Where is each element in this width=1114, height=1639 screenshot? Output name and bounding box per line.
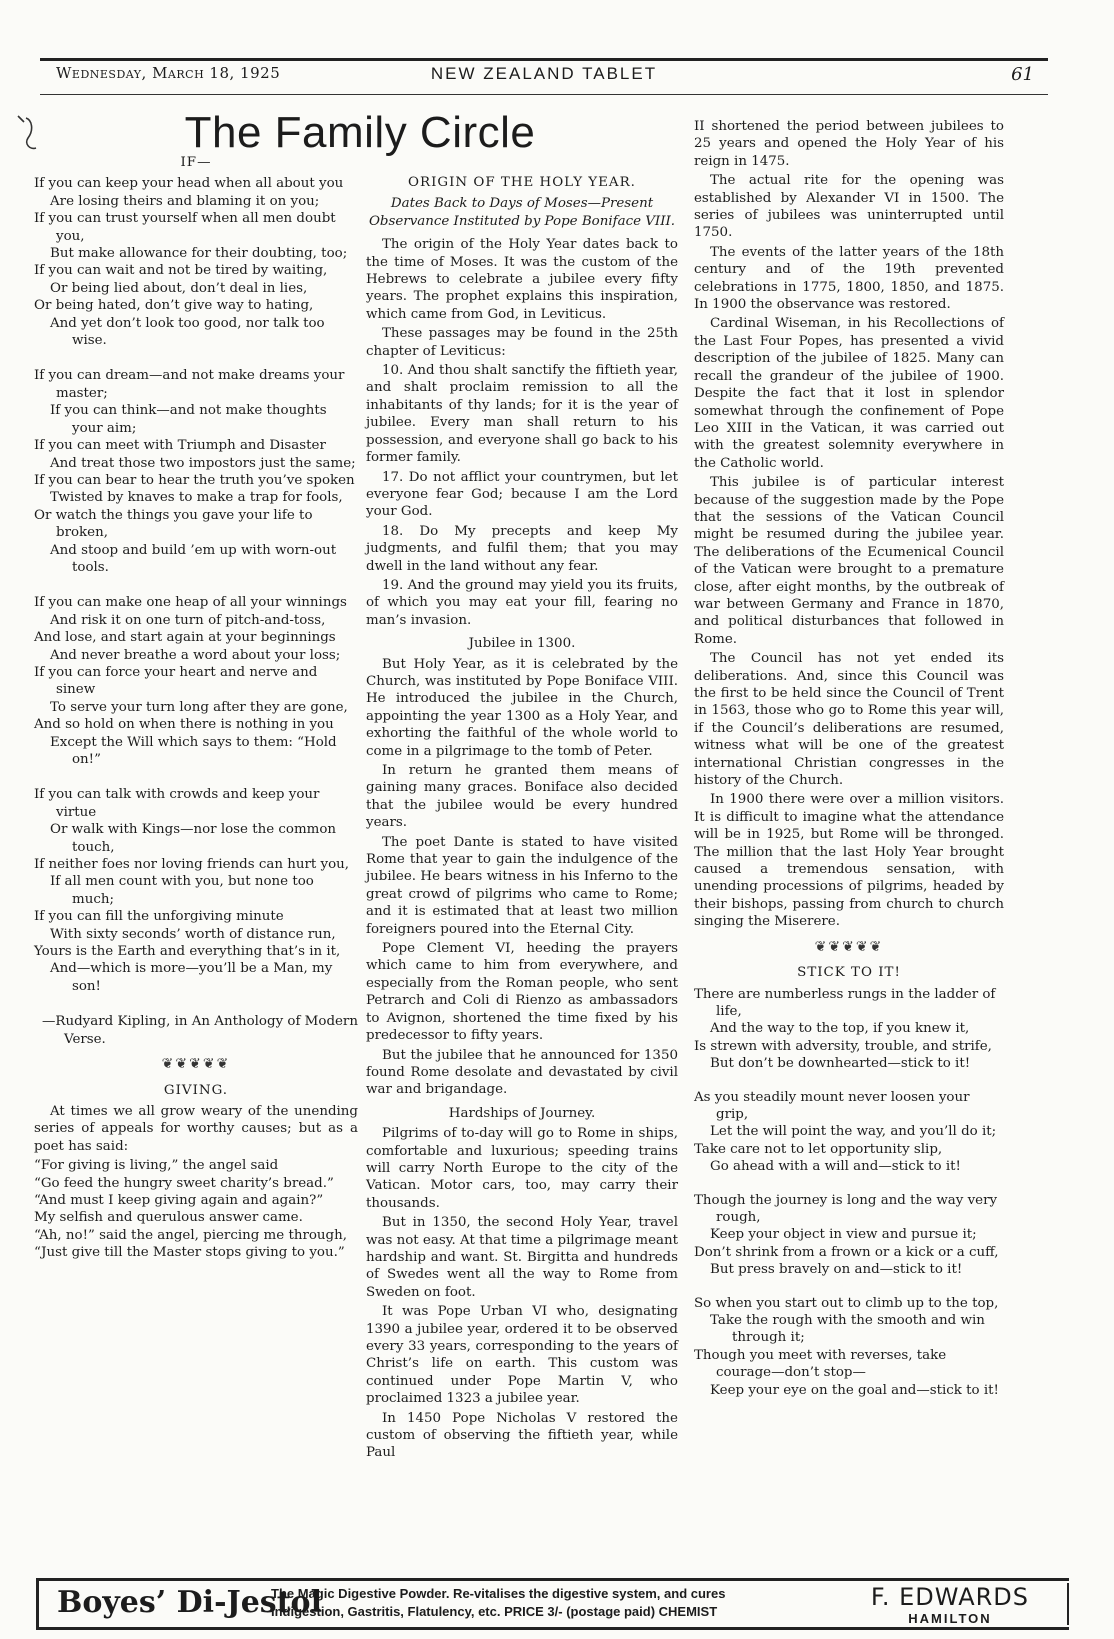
paragraph: Pilgrims of to-day will go to Rome in ships, comfortable and luxurious; speeding trains will carry North Europe to the city of the Vatican. Motor cars, too, may carry their thousands. [366,1126,678,1211]
ad-text [271,1585,851,1621]
paragraph: It was Pope Urban VI who, designating 1390 a jubilee year, ordered it to be observed every 33 years, corresponding to the years of Christ’s life on earth. This custom was continued under Pope Martin V, who proclaimed 1323 a jubilee year. [366,1304,678,1407]
poem-line: Let the will point the way, and you’ll do it; [710,1124,997,1140]
holy-year-body-1 [366,236,678,629]
holy-year-title: ORIGIN OF THE HOLY YEAR. [408,175,636,190]
paragraph: In 1900 there were over a million visitors. It is difficult to imagine what the attendance will be in 1925, but Rome will be thronged. The million that the last Holy Year brought caused a tremendous sensation, with unending processions of pilgrims, headed by their bishops, passing from church to church singing the Miserere. [694,792,1004,930]
poem-line: So when you start out to climb up to the top, [694,1295,999,1311]
paragraph: But Holy Year, as it is celebrated by the Church, was instituted by Pope Boniface VIII. He introduced the jubilee in the Church, appointing the year 1300 as a Holy Year, and exhorting the faithful of the whole world to come in a pilgrimage to the tomb of Peter. [366,656,678,759]
poem-line: “Go feed the hungry sweet charity’s bread.” [34,1175,334,1191]
poem-line: But make allowance for their doubting, too; [50,246,348,262]
poem-line: Keep your object in view and pursue it; [710,1227,977,1243]
poem-line: To serve your turn long after they are gone, [50,699,348,715]
poem-if-title: IF— [180,155,212,170]
giving-intro: At times we all grow weary of the unending series of appeals for worthy causes; but as a poet has said: [34,1103,358,1154]
ad-right-rule [1067,1583,1069,1625]
ornament-divider: ❦❦❦❦❦ [161,1056,231,1073]
paragraph: But the jubilee that he announced for 1350 found Rome desolate and devastated by civil war and brigandage. [366,1047,678,1098]
column-3 [694,118,1004,1415]
column-1 [34,152,358,1262]
poem-line: And stoop and build ’em up with worn-out tools. [50,542,337,575]
holy-year-body-2 [366,656,678,1099]
poem-line: Or watch the things you gave your life to broken, [34,507,313,541]
ad-seller [871,1583,1029,1626]
poem-stanza [694,1089,1004,1176]
paragraph: 18. Do My precepts and keep My judgments, and fulfil them; that you may dwell in the land without any fear. [366,523,678,574]
poem-line: If you can trust yourself when all men doubt you, [34,211,336,244]
giving-poem [34,1157,358,1261]
poem-line: If you can meet with Triumph and Disaster [34,438,326,454]
holy-year-subhead-1: Jubilee in 1300. [468,636,576,652]
poem-stanza [34,175,358,349]
holy-year-subtitle: Dates Back to Days of Moses—Present Observance Instituted by Pope Boniface VIII. [368,196,676,229]
header-page-number: 61 [1011,64,1034,85]
poem-line: If you can dream—and not make dreams your master; [34,368,345,401]
poem-line: If neither foes nor loving friends can hurt you, [34,857,350,873]
paragraph: The events of the latter years of the 18th century and of the 19th prevented celebrations in 1775, 1800, 1850, and 1875. In 1900 the observance was restored. [694,244,1004,313]
poem-line: If you can force your heart and nerve and sinew [34,664,318,698]
poem-line: If you can fill the unforgiving minute [34,909,284,925]
poem-line: Keep your eye on the goal and—stick to it! [710,1382,999,1398]
poem-line: If you can wait and not be tired by waiting, [34,263,328,279]
giving-title: GIVING. [163,1082,229,1098]
column-2 [366,172,678,1464]
poem-line: Or being hated, don’t give way to hating, [34,298,314,314]
paragraph: 17. Do not afflict your countrymen, but let everyone fear God; because I am the Lord your God. [366,469,678,520]
ad-brand: Boyes’ Di-Jestol [57,1585,322,1620]
poem-line: Are losing theirs and blaming it on you; [50,193,320,209]
poem-line: And lose, and start again at your beginnings [34,630,336,646]
poem-line: “And must I keep giving again and again?” [34,1192,324,1208]
poem-line: With sixty seconds’ worth of distance run, [50,926,336,942]
poem-line: If you can keep your head when all about you [34,176,344,192]
poem-line: As you steadily mount never loosen your grip, [694,1089,970,1122]
page-title: The Family Circle [184,108,536,157]
ad-text-line-2: Indigestion, Gastritis, Flatulency, etc. PRICE 3/- (postage paid) CHEMIST [271,1604,718,1619]
poem-line: Don’t shrink from a frown or a kick or a cuff, [694,1244,999,1260]
poem-line: And so hold on when there is nothing in you [34,717,334,733]
poem-line: If all men count with you, but none too much; [50,874,314,907]
poem-stanza [34,367,358,576]
poem-if-attribution: —Rudyard Kipling, in An Anthology of Modern Verse. [42,1014,358,1047]
poem-if-body [34,175,358,995]
holy-year-continued [694,118,1004,931]
poem-stanza [694,1295,1004,1399]
poem-line: “Ah, no!” said the angel, piercing me through, [34,1227,347,1243]
paragraph: II shortened the period between jubilees to 25 years and opened the Holy Year of his reign in 1475. [694,119,1004,169]
ornament-divider-2: ❦❦❦❦❦ [814,938,884,955]
poem-line: Yours is the Earth and everything that’s in it, [34,944,341,960]
paragraph: The Council has not yet ended its deliberations. And, since this Council was the first to be held since the Council of Trent in 1563, those who go to Rome this year will, if the Council’s deliberations are resumed, witness what will be one of the greatest international Christian congresses in the history of the Church. [694,651,1004,789]
holy-year-body-3 [366,1125,678,1462]
poem-line: Twisted by knaves to make a trap for fools, [50,490,343,506]
poem-line: Is strewn with adversity, trouble, and strife, [694,1038,992,1054]
poem-stanza [34,786,358,995]
poem-line: But don’t be downhearted—stick to it! [710,1056,971,1072]
poem-line: Though you meet with reverses, take courage—don’t stop— [694,1347,947,1381]
ad-seller-town: HAMILTON [908,1611,992,1626]
poem-line: If you can think—and not make thoughts your aim; [50,403,327,436]
poem-line: Take the rough with the smooth and win through it; [710,1313,985,1346]
poem-stanza [694,1192,1004,1279]
poem-line: And the way to the top, if you knew it, [710,1021,970,1037]
poem-line: If you can make one heap of all your winnings [34,595,347,611]
paragraph: Cardinal Wiseman, in his Recollections of the Last Four Popes, has presented a vivid description of the jubilee of 1825. Many can recall the grandeur of the jubilee of 1900. Despite the fact that it lost in splendor somewhat through the confinement of Pope Leo XIII in the Vatican, it was carried out with the greatest solemnity everywhere in the Catholic world. [694,316,1004,471]
header-rule-top [40,58,1048,61]
ad-text-line-1: The Magic Digestive Powder. Re-vitalises the digestive system, and cures [271,1586,726,1601]
paragraph: The actual rite for the opening was established by Alexander VI in 1500. The series of jubilees was uninterrupted until 1750. [694,173,1004,241]
poem-line: But press bravely on and—stick to it! [710,1262,963,1278]
paragraph: These passages may be found in the 25th chapter of Leviticus: [366,326,678,359]
paragraph: 19. And the ground may yield you its fruits, of which you may eat your fill, fearing no man’s invasion. [366,577,678,628]
paragraph: The poet Dante is stated to have visited Rome that year to gain the indulgence of the jubilee. He bears witness in his Inferno to the great crowd of pilgrims who came to Rome; and it is estimated that at least two million foreigners poured into the Eternal City. [366,834,678,937]
header-rule-bottom [40,94,1048,95]
poem-line: My selfish and querulous answer came. [34,1210,303,1226]
paragraph: This jubilee is of particular interest because of the suggestion made by the Pope that the sessions of the Vatican Council might be resumed during the jubilee year. The deliberations of the Ecumenical Council of the Vatican were brought to a premature close, after eight months, by the outbreak of war between Germany and France in 1870, and political disturbances that followed in Rome. [694,475,1004,647]
poem-line: And treat those two impostors just the same; [50,455,356,471]
poem-line: Or being lied about, don’t deal in lies, [50,280,308,296]
paragraph: Pope Clement VI, heeding the prayers which came to him from everywhere, and especially from the Roman people, who sent Petrarch and Coli di Rienzo as ambassadors to Avignon, shortened the time fixed by his predecessor to fifty years. [366,941,678,1044]
poem-line: If you can bear to hear the truth you’ve spoken [34,472,355,488]
poem-line: And risk it on one turn of pitch-and-toss, [50,612,326,628]
stick-poem [694,986,1004,1400]
ad-seller-name: F. EDWARDS [870,1583,1029,1611]
hand-drawn-mark-icon [14,112,44,154]
paragraph: But in 1350, the second Holy Year, travel was not easy. At that time a pilgrimage meant hardship and want. St. Birgitta and hundreds of Swedes went all the way to Rome from Sweden on foot. [366,1215,678,1300]
poem-line: Though the journey is long and the way very rough, [694,1192,998,1225]
poem-line: Go ahead with a will and—stick to it! [710,1159,961,1175]
poem-line: And—which is more—you’ll be a Man, my son! [50,961,333,994]
page-header [40,52,1048,98]
poem-stanza [694,986,1004,1073]
poem-line: Take care not to let opportunity slip, [694,1141,943,1157]
poem-line: “For giving is living,” the angel said [34,1158,279,1174]
poem-line: “Just give till the Master stops giving to you.” [34,1245,345,1261]
holy-year-subhead-2: Hardships of Journey. [448,1105,596,1121]
paragraph: In return he granted them means of gaining many graces. Boniface also decided that the jubilee would be every hundred years. [366,763,678,831]
poem-line: Or walk with Kings—nor lose the common touch, [50,822,337,855]
header-paper-name: NEW ZEALAND TABLET [430,64,658,83]
paragraph: 10. And thou shalt sanctify the fiftieth year, and shalt proclaim remission to all the inhabitants of thy lands; for it is the year of jubilee. Every man shall return to his possession, and everyone shall go back to his former family. [366,363,678,466]
header-date: Wednesday, March 18, 1925 [56,64,281,82]
poem-line: Except the Will which says to them: “Hold on!” [50,734,337,767]
poem-line: And never breathe a word about your loss; [50,647,341,663]
poem-line: If you can talk with crowds and keep your virtue [34,787,320,820]
poem-line: There are numberless rungs in the ladder of life, [694,986,996,1019]
paragraph: In 1450 Pope Nicholas V restored the custom of observing the fiftieth year, while Paul [366,1410,678,1461]
poem-stanza [34,594,358,768]
poem-line: And yet don’t look too good, nor talk too wise. [50,315,325,349]
stick-title: STICK TO IT! [797,965,901,981]
paragraph: The origin of the Holy Year dates back to the time of Moses. It was the custom of the Hebrews to celebrate a jubilee every fifty years. The prophet explains this inspiration, which came from God, in Leviticus. [366,237,678,322]
advertisement-banner [36,1578,1069,1630]
